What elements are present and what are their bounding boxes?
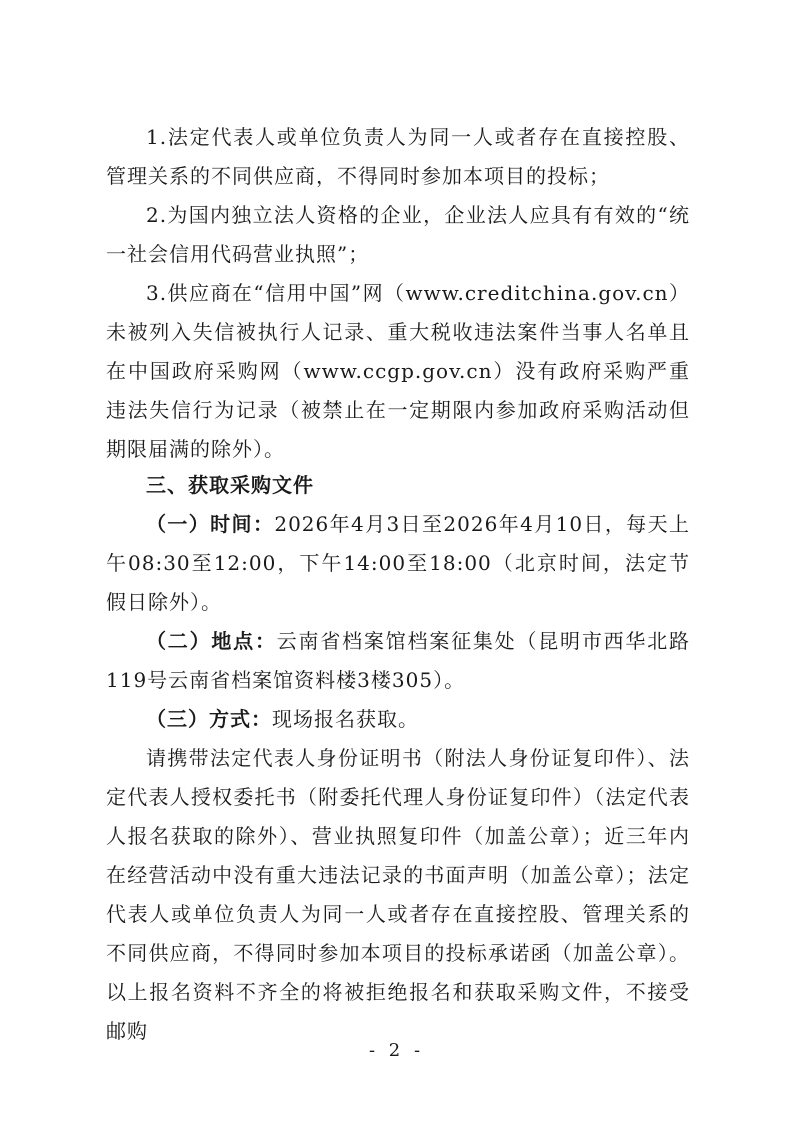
method-label: （三）方式： [146, 707, 272, 731]
page-number: - 2 - [368, 1040, 425, 1061]
requirement-1: 1.法定代表人或单位负责人为同一人或者存在直接控股、管理关系的不同供应商，不得同时参加本项目的投标； [106, 125, 690, 188]
place-paragraph [106, 622, 690, 700]
method-text: 现场报名获取。 [272, 707, 419, 731]
time-label: （一）时间： [146, 512, 275, 536]
method-paragraph [106, 700, 690, 739]
place-text: 云南省档案馆档案征集处（昆明市西华北路119号云南省档案馆资料楼3楼305）。 [106, 629, 690, 692]
time-text: 2026年4月3日至2026年4月10日，每天上午08:30至12:00，下午14:00至18:00（北京时间，法定节假日除外）。 [106, 512, 691, 614]
section-heading: 三、获取采购文件 [146, 473, 314, 497]
requirement-2: 2.为国内独立法人资格的企业，企业法人应具有有效的“统一社会信用代码营业执照”； [106, 203, 690, 266]
materials-paragraph: 请携带法定代表人身份证明书（附法人身份证复印件）、法定代表人授权委托书（附委托代理人身份证复印件）（法定代表人报名获取的除外）、营业执照复印件（加盖公章）；近三年内在经营活动中没有重大违法记录的书面声明（加盖公章）；法定代表人或单位负责人为同一人或者存在直接控股、管理关系的不同供应商，不得同时参加本项目的投标承诺函（加盖公章）。以上报名资料不齐全的将被拒绝报名和获取采购文件，不接受邮购 [106, 746, 690, 1043]
place-label: （二）地点： [146, 629, 277, 653]
time-paragraph [106, 505, 690, 622]
requirement-3: 3.供应商在“信用中国”网（www.creditchina.gov.cn）未被列入失信被执行人记录、重大税收违法案件当事人名单且在中国政府采购网（www.ccgp.gov.cn）没有政府采购严重违法失信行为记录（被禁止在一定期限内参加政府采购活动但期限届满的除外）。 [106, 281, 690, 461]
